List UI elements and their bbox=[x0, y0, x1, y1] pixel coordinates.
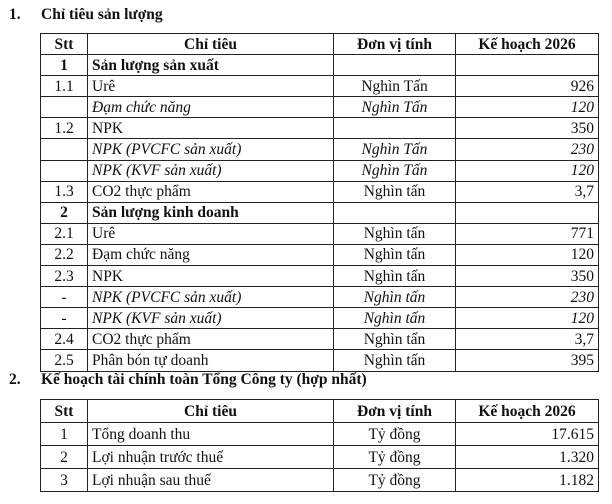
table-row bbox=[41, 469, 599, 492]
row-unit: Nghìn tấn bbox=[334, 308, 456, 329]
row-unit: Nghìn tấn bbox=[334, 329, 456, 350]
table-row bbox=[41, 139, 599, 160]
row-stt: 1 bbox=[41, 423, 88, 446]
table-row bbox=[41, 55, 599, 76]
row-name: Sản lượng sản xuất bbox=[88, 55, 334, 76]
row-stt: 2.1 bbox=[41, 223, 88, 244]
row-stt: 1.1 bbox=[41, 76, 88, 97]
row-name: CO2 thực phẩm bbox=[88, 329, 334, 350]
table-row bbox=[41, 423, 599, 446]
row-unit: Nghìn tấn bbox=[334, 181, 456, 202]
row-stt: 1.2 bbox=[41, 118, 88, 139]
row-stt bbox=[41, 139, 88, 160]
row-stt: - bbox=[41, 308, 88, 329]
row-name: Lợi nhuận trước thuế bbox=[88, 446, 334, 469]
row-plan-value: 1.182 bbox=[456, 469, 599, 492]
table-header-row bbox=[41, 400, 599, 423]
row-name: NPK bbox=[88, 266, 334, 287]
row-plan-value: 230 bbox=[456, 139, 599, 160]
header-unit: Đơn vị tính bbox=[334, 34, 456, 55]
header-name: Chỉ tiêu bbox=[88, 34, 334, 55]
header-plan: Kế hoạch 2026 bbox=[456, 400, 599, 423]
table-row bbox=[41, 308, 599, 329]
row-name: NPK (PVCFC sản xuất) bbox=[88, 287, 334, 308]
row-name: Đạm chức năng bbox=[88, 244, 334, 265]
row-name: Tổng doanh thu bbox=[88, 423, 334, 446]
header-stt: Stt bbox=[41, 34, 88, 55]
row-name: Phân bón tự doanh bbox=[88, 350, 334, 371]
row-stt: 2.4 bbox=[41, 329, 88, 350]
row-unit: Tỷ đồng bbox=[334, 446, 456, 469]
row-stt: 2 bbox=[41, 202, 88, 223]
row-plan-value: 120 bbox=[456, 308, 599, 329]
section-title: Chỉ tiêu sản lượng bbox=[41, 6, 163, 23]
table-row bbox=[41, 287, 599, 308]
row-unit: Nghìn tấn bbox=[334, 350, 456, 371]
production-targets-table bbox=[40, 33, 599, 372]
row-plan-value: 350 bbox=[456, 266, 599, 287]
table-row bbox=[41, 329, 599, 350]
production-table-body bbox=[41, 55, 599, 371]
row-plan-value bbox=[456, 202, 599, 223]
row-unit: Tỷ đồng bbox=[334, 423, 456, 446]
table-row bbox=[41, 181, 599, 202]
header-stt: Stt bbox=[41, 400, 88, 423]
section-number: 2. bbox=[9, 371, 21, 388]
row-stt bbox=[41, 160, 88, 181]
row-name: Lợi nhuận sau thuế bbox=[88, 469, 334, 492]
row-unit: Nghìn tấn bbox=[334, 244, 456, 265]
row-unit: Tỷ đồng bbox=[334, 469, 456, 492]
row-plan-value: 3,7 bbox=[456, 181, 599, 202]
section-heading-production bbox=[9, 5, 163, 25]
row-unit: Nghìn Tấn bbox=[334, 97, 456, 118]
row-unit: Nghìn tấn bbox=[334, 223, 456, 244]
row-plan-value: 230 bbox=[456, 287, 599, 308]
financial-table-body bbox=[41, 423, 599, 492]
row-plan-value: 1.320 bbox=[456, 446, 599, 469]
row-plan-value bbox=[456, 55, 599, 76]
table-row bbox=[41, 350, 599, 371]
table-row bbox=[41, 160, 599, 181]
row-stt bbox=[41, 97, 88, 118]
table-row bbox=[41, 244, 599, 265]
row-stt: 2.2 bbox=[41, 244, 88, 265]
table-row bbox=[41, 97, 599, 118]
row-unit: Nghìn Tấn bbox=[334, 160, 456, 181]
row-unit: Nghìn tấn bbox=[334, 287, 456, 308]
row-name: Sản lượng kinh doanh bbox=[88, 202, 334, 223]
row-name: NPK (KVF sản xuất) bbox=[88, 160, 334, 181]
row-plan-value: 3,7 bbox=[456, 329, 599, 350]
row-name: CO2 thực phẩm bbox=[88, 181, 334, 202]
header-plan: Kế hoạch 2026 bbox=[456, 34, 599, 55]
row-unit: Nghìn tấn bbox=[334, 266, 456, 287]
row-plan-value: 120 bbox=[456, 244, 599, 265]
section-title: Kế hoạch tài chính toàn Tổng Công ty (hợp nhất) bbox=[41, 371, 367, 388]
row-name: Urê bbox=[88, 223, 334, 244]
row-stt: 1.3 bbox=[41, 181, 88, 202]
table-row bbox=[41, 76, 599, 97]
row-unit: Nghìn Tấn bbox=[334, 76, 456, 97]
table-row bbox=[41, 446, 599, 469]
row-plan-value: 17.615 bbox=[456, 423, 599, 446]
table-header-row bbox=[41, 34, 599, 55]
table-row bbox=[41, 118, 599, 139]
row-stt: 2 bbox=[41, 446, 88, 469]
row-plan-value: 120 bbox=[456, 160, 599, 181]
row-unit bbox=[334, 118, 456, 139]
row-unit bbox=[334, 202, 456, 223]
row-name: NPK (KVF sản xuất) bbox=[88, 308, 334, 329]
row-stt: - bbox=[41, 287, 88, 308]
row-name: Urê bbox=[88, 76, 334, 97]
section-heading-finance bbox=[9, 370, 367, 390]
row-name: NPK (PVCFC sản xuất) bbox=[88, 139, 334, 160]
row-unit: Nghìn Tấn bbox=[334, 139, 456, 160]
table-row bbox=[41, 202, 599, 223]
row-stt: 2.5 bbox=[41, 350, 88, 371]
row-unit bbox=[334, 55, 456, 76]
row-plan-value: 926 bbox=[456, 76, 599, 97]
row-stt: 1 bbox=[41, 55, 88, 76]
table-row bbox=[41, 266, 599, 287]
row-name: Đạm chức năng bbox=[88, 97, 334, 118]
row-stt: 2.3 bbox=[41, 266, 88, 287]
section-number: 1. bbox=[9, 6, 21, 23]
header-unit: Đơn vị tính bbox=[334, 400, 456, 423]
row-plan-value: 771 bbox=[456, 223, 599, 244]
header-name: Chỉ tiêu bbox=[88, 400, 334, 423]
row-name: NPK bbox=[88, 118, 334, 139]
table-row bbox=[41, 223, 599, 244]
row-plan-value: 350 bbox=[456, 118, 599, 139]
financial-plan-table bbox=[40, 399, 599, 492]
row-stt: 3 bbox=[41, 469, 88, 492]
row-plan-value: 395 bbox=[456, 350, 599, 371]
row-plan-value: 120 bbox=[456, 97, 599, 118]
